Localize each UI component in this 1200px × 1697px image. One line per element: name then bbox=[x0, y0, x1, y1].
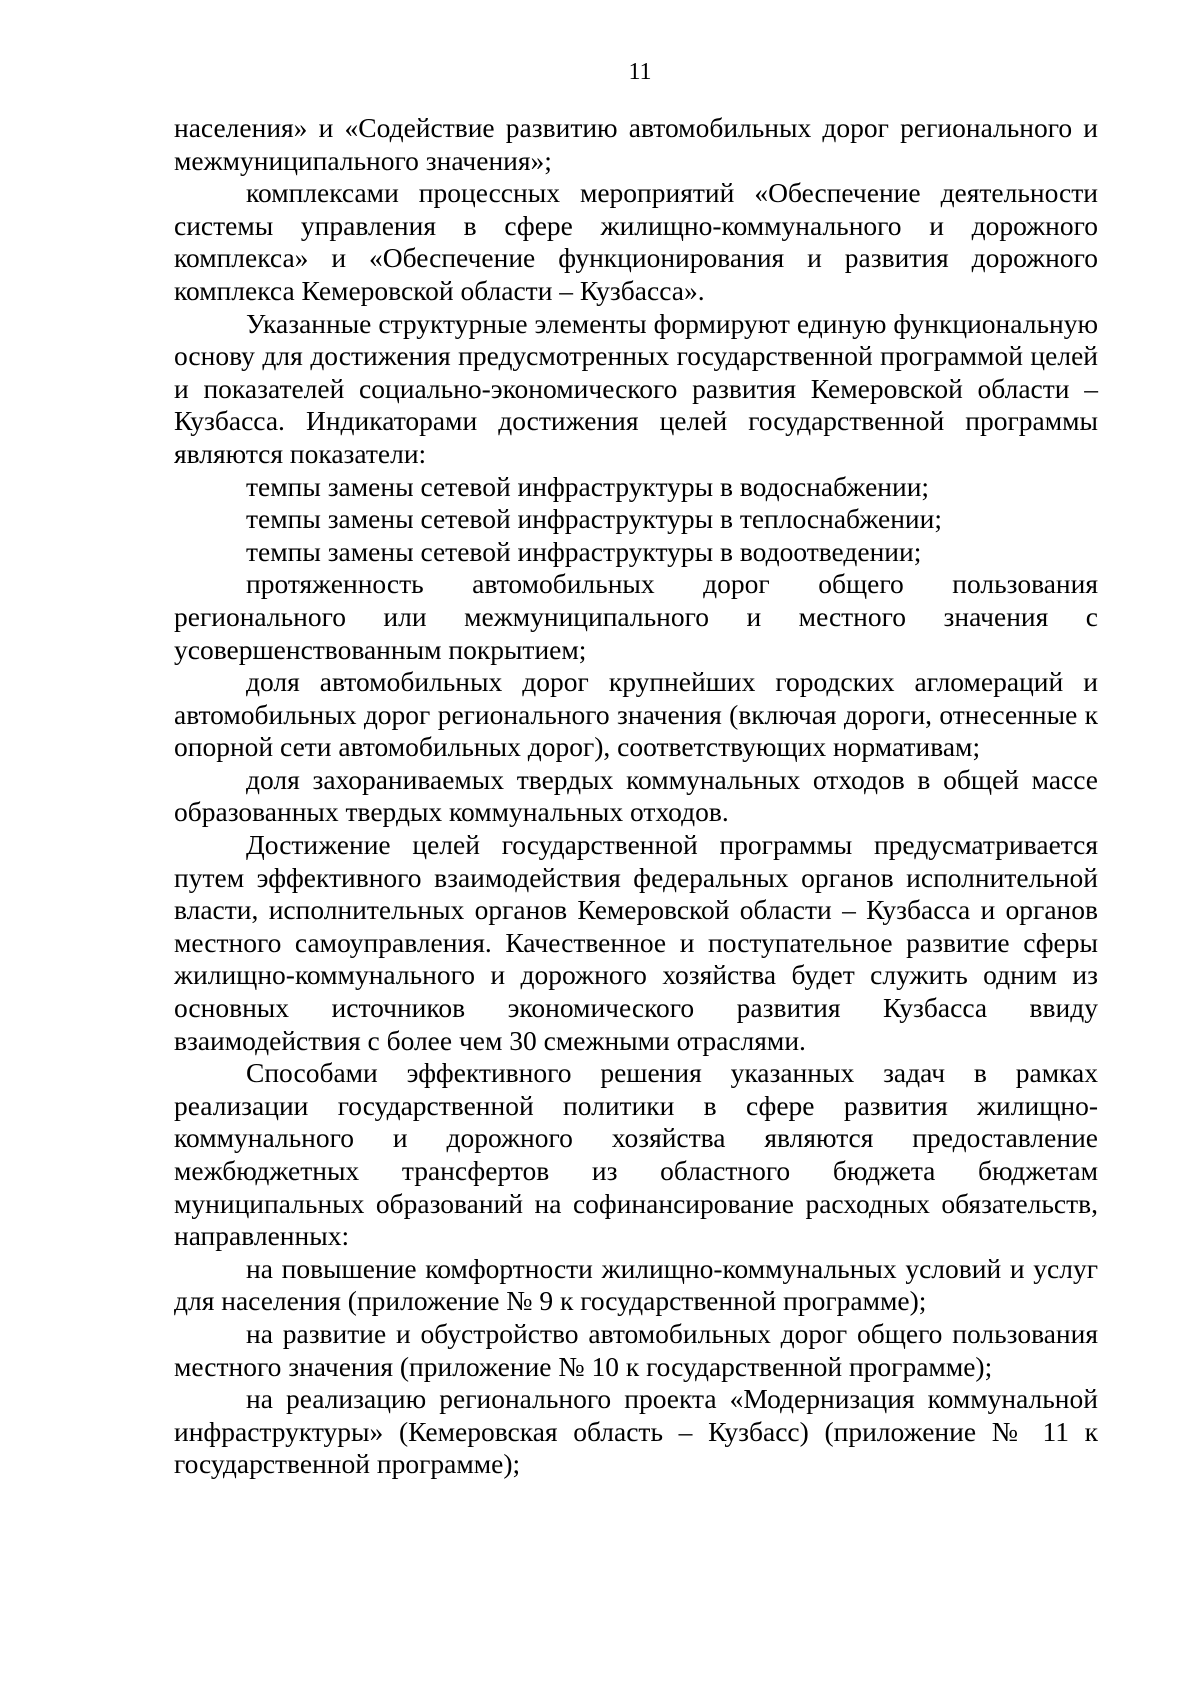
list-item: темпы замены сетевой инфраструктуры в водоотведении; bbox=[246, 535, 922, 567]
list-item: доля автомобильных дорог крупнейших городских агломераций и автомобильных дорог регионального значения (включая дороги, отнесенные к опорной сети автомобильных дорог), соответствующих нормативам; bbox=[174, 666, 1098, 763]
list-item: на развитие и обустройство автомобильных дорог общего пользования местного значения (приложение № 10 к государственной программе); bbox=[174, 1317, 1098, 1382]
paragraph: Достижение целей государственной программы предусматривается путем эффективного взаимодействия федеральных органов исполнительной власти, исполнительных органов Кемеровской области – Кузбасса и органов местного самоуправления. Качественное и поступательное развитие сферы жилищно-коммунального и дорожного хозяйства будет служить одним из основных источников экономического развития Кузбасса ввиду взаимодействия с более чем 30 смежными отраслями. bbox=[174, 829, 1098, 1056]
list-item: темпы замены сетевой инфраструктуры в водоснабжении; bbox=[246, 470, 930, 502]
paragraph-continued: населения» и «Содействие развитию автомобильных дорог регионального и межмуниципального значения»; bbox=[174, 112, 1098, 176]
paragraph: Указанные структурные элементы формируют единую функциональную основу для достижения предусмотренных государственной программой целей и показателей социально-экономического развития Кемеровской области – Кузбасса. Индикаторами достижения целей государственной программы являются показатели: bbox=[174, 307, 1098, 469]
list-item: темпы замены сетевой инфраструктуры в теплоснабжении; bbox=[246, 503, 942, 535]
body-text bbox=[174, 112, 1098, 1481]
paragraph: Способами эффективного решения указанных задач в рамках реализации государственной политики в сфере развития жилищно-коммунального и дорожного хозяйства являются предоставление межбюджетных трансфертов из областного бюджета бюджетам муниципальных образований на софинансирование расходных обязательств, направленных: bbox=[174, 1057, 1098, 1252]
page-number: 11 bbox=[628, 59, 652, 85]
list-item: на повышение комфортности жилищно-коммунальных условий и услуг для населения (приложение № 9 к государственной программе); bbox=[174, 1252, 1098, 1317]
paragraph: комплексами процессных мероприятий «Обеспечение деятельности системы управления в сфере жилищно-коммунального и дорожного комплекса» и «Обеспечение функционирования и развития дорожного комплекса Кемеровской области – Кузбасса». bbox=[174, 177, 1098, 306]
list-item: доля захораниваемых твердых коммунальных отходов в общей массе образованных твердых коммунальных отходов. bbox=[174, 763, 1098, 828]
list-item: протяженность автомобильных дорог общего пользования регионального или межмуниципального и местного значения с усовершенствованным покрытием; bbox=[174, 568, 1098, 665]
list-item: на реализацию регионального проекта «Модернизация коммунальной инфраструктуры» (Кемеровская область – Кузбасс) (приложение № 11 к государственной программе); bbox=[174, 1383, 1098, 1480]
